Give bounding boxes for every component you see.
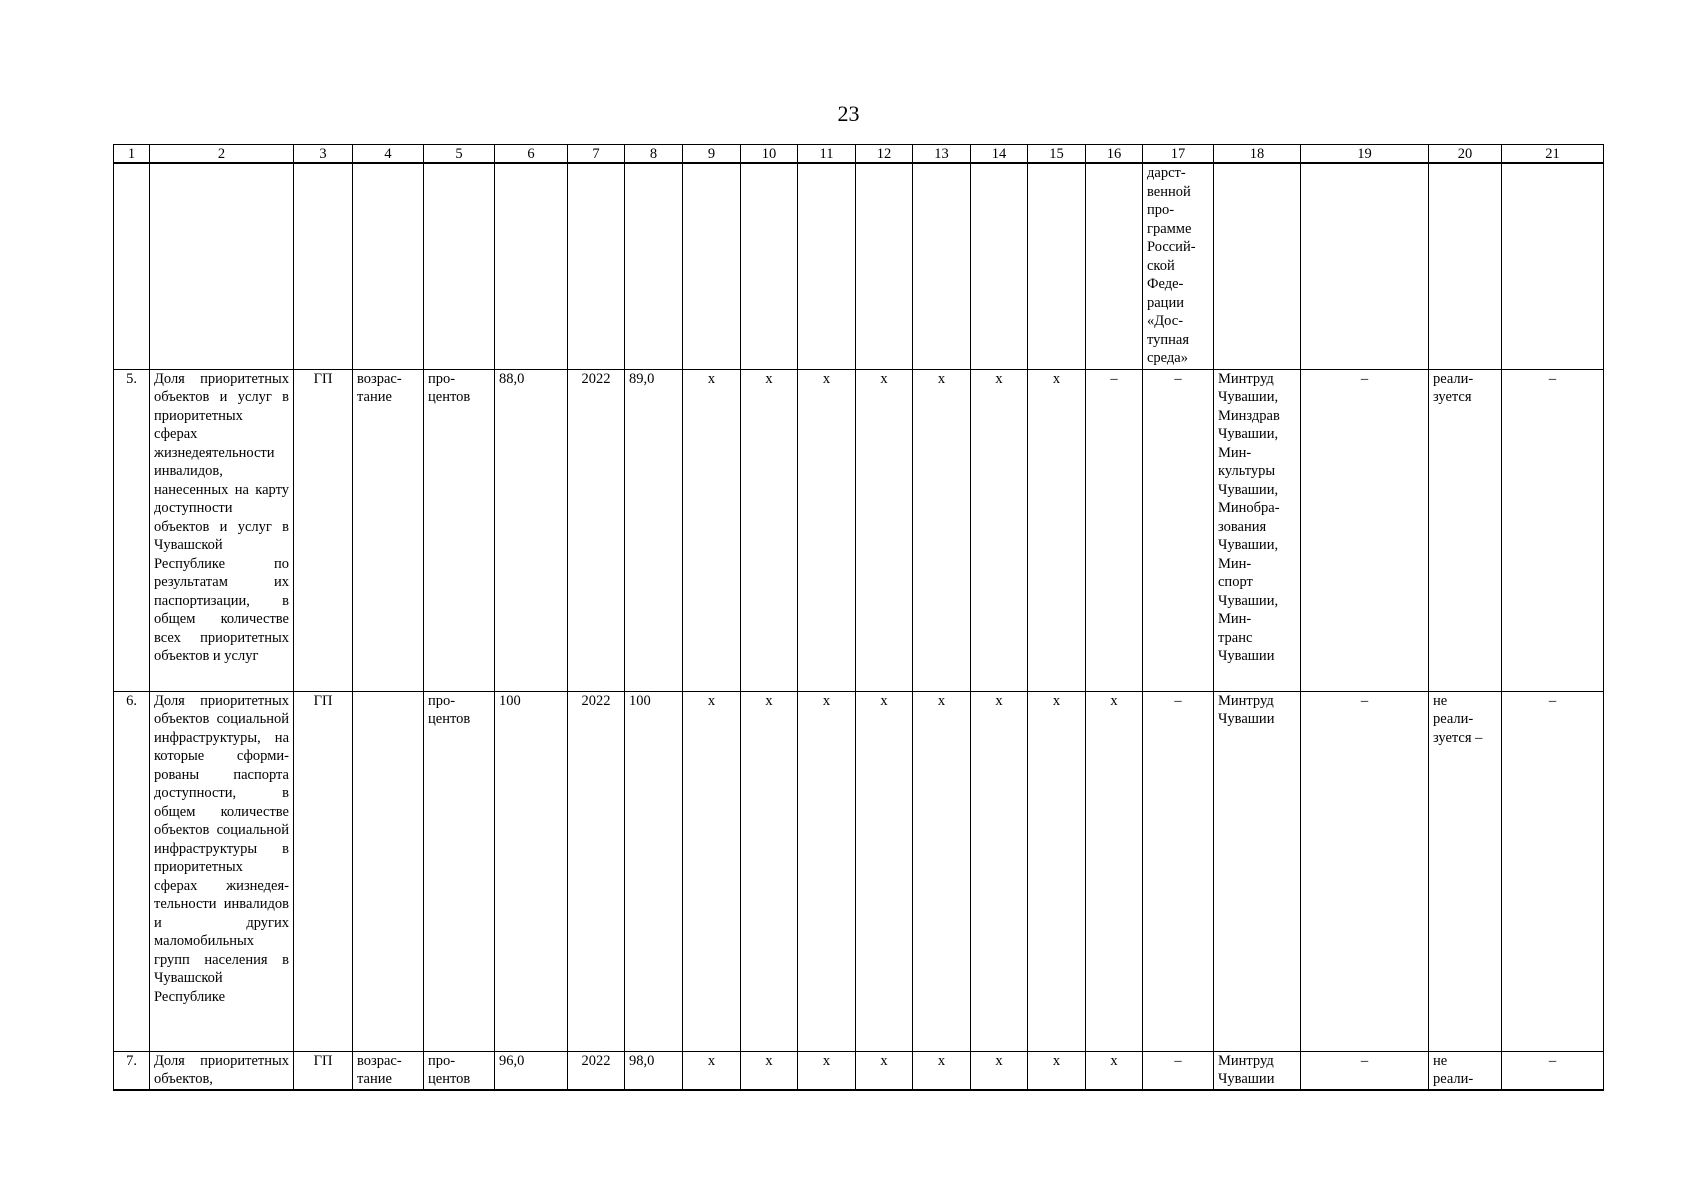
continuation-row	[114, 163, 1604, 369]
cell-17: –	[1143, 691, 1214, 1051]
table-row	[114, 1051, 1604, 1090]
cell-3: ГП	[294, 369, 353, 691]
column-number: 3	[294, 145, 353, 164]
indicator-name: Доля приоритетных объектов и услуг в приоритетных сферах жизнедеятельности инвалидов, нанесенных на карту доступности объектов и услуг в Чувашской Республике по результатам их паспортизации, в общем количестве всех приоритетных объектов и услуг	[150, 369, 294, 691]
cell-5: про- центов	[424, 369, 495, 691]
cell-14: х	[971, 691, 1028, 1051]
cell-12: х	[856, 369, 913, 691]
implementation-status: не реали- зуется –	[1429, 691, 1502, 1051]
cell-19: –	[1301, 1051, 1429, 1090]
cell-13: х	[913, 1051, 971, 1090]
column-number: 14	[971, 145, 1028, 164]
cell-7: 2022	[568, 369, 625, 691]
cell-15: х	[1028, 369, 1086, 691]
cell-3: ГП	[294, 691, 353, 1051]
cell-11: х	[798, 1051, 856, 1090]
cell-8: 89,0	[625, 369, 683, 691]
cell-19: –	[1301, 369, 1429, 691]
cell-9: х	[683, 369, 741, 691]
column-number: 19	[1301, 145, 1429, 164]
row-number: 7.	[114, 1051, 150, 1090]
cell-14: х	[971, 1051, 1028, 1090]
cell-7: 2022	[568, 1051, 625, 1090]
column-number: 21	[1502, 145, 1604, 164]
cell-11: х	[798, 691, 856, 1051]
cell-15: х	[1028, 1051, 1086, 1090]
column-number-row	[114, 145, 1604, 164]
indicator-name: Доля приоритетных объектов социальной инфраструктуры, на которые сформированы паспорта доступности, в общем количестве объектов социальной инфраструктуры в приоритетных сферах жизнедеятельности инвалидов и других маломобильных групп населения в Чувашской Республике	[150, 691, 294, 1051]
cell-10: х	[741, 1051, 798, 1090]
indicators-table	[113, 144, 1604, 1091]
column-number: 9	[683, 145, 741, 164]
implementation-status: реали- зуется	[1429, 369, 1502, 691]
column-number: 10	[741, 145, 798, 164]
column-number: 1	[114, 145, 150, 164]
cell-3: ГП	[294, 1051, 353, 1090]
cell-4	[353, 691, 424, 1051]
cell-6: 88,0	[495, 369, 568, 691]
cell-9: х	[683, 1051, 741, 1090]
implementation-status: не реали-	[1429, 1051, 1502, 1090]
cell-16: х	[1086, 1051, 1143, 1090]
cell-19: –	[1301, 691, 1429, 1051]
column-number: 13	[913, 145, 971, 164]
column-number: 15	[1028, 145, 1086, 164]
cell-12: х	[856, 691, 913, 1051]
column-number: 7	[568, 145, 625, 164]
cell-10: х	[741, 369, 798, 691]
cell-15: х	[1028, 691, 1086, 1051]
cell-8: 98,0	[625, 1051, 683, 1090]
cell-21: –	[1502, 691, 1604, 1051]
cell-13: х	[913, 691, 971, 1051]
cell-10: х	[741, 691, 798, 1051]
column-number: 20	[1429, 145, 1502, 164]
column-number: 18	[1214, 145, 1301, 164]
cell-14: х	[971, 369, 1028, 691]
page-number: 23	[837, 101, 860, 126]
cell-5: про- центов	[424, 691, 495, 1051]
row-number: 5.	[114, 369, 150, 691]
column-number: 16	[1086, 145, 1143, 164]
cell-6: 96,0	[495, 1051, 568, 1090]
cell-8: 100	[625, 691, 683, 1051]
column-number: 17	[1143, 145, 1214, 164]
table-row	[114, 369, 1604, 691]
row-number: 6.	[114, 691, 150, 1051]
cell-11: х	[798, 369, 856, 691]
cell-6: 100	[495, 691, 568, 1051]
column-number: 4	[353, 145, 424, 164]
column-number: 8	[625, 145, 683, 164]
cell-4: возрас- тание	[353, 1051, 424, 1090]
responsible-executors: Минтруд Чувашии	[1214, 691, 1301, 1051]
continuation-cell-17: дарст- венной про- грамме Россий- ской Феде- рации «Дос- тупная среда»	[1143, 163, 1214, 369]
responsible-executors: Минтруд Чувашии	[1214, 1051, 1301, 1090]
cell-21: –	[1502, 1051, 1604, 1090]
table-row	[114, 691, 1604, 1051]
cell-16: х	[1086, 691, 1143, 1051]
column-number: 2	[150, 145, 294, 164]
cell-7: 2022	[568, 691, 625, 1051]
column-number: 6	[495, 145, 568, 164]
cell-21: –	[1502, 369, 1604, 691]
indicator-name: Доля приоритетных объектов,	[150, 1051, 294, 1090]
column-number: 12	[856, 145, 913, 164]
cell-4: возрас- тание	[353, 369, 424, 691]
cell-9: х	[683, 691, 741, 1051]
cell-17: –	[1143, 1051, 1214, 1090]
cell-13: х	[913, 369, 971, 691]
cell-17: –	[1143, 369, 1214, 691]
responsible-executors: Минтруд Чувашии, Минздрав Чувашии, Мин- культуры Чувашии, Минобра- зования Чувашии, Мин- спорт Чувашии, Мин- транс Чувашии	[1214, 369, 1301, 691]
column-number: 11	[798, 145, 856, 164]
cell-5: про- центов	[424, 1051, 495, 1090]
cell-16: –	[1086, 369, 1143, 691]
cell-12: х	[856, 1051, 913, 1090]
column-number: 5	[424, 145, 495, 164]
